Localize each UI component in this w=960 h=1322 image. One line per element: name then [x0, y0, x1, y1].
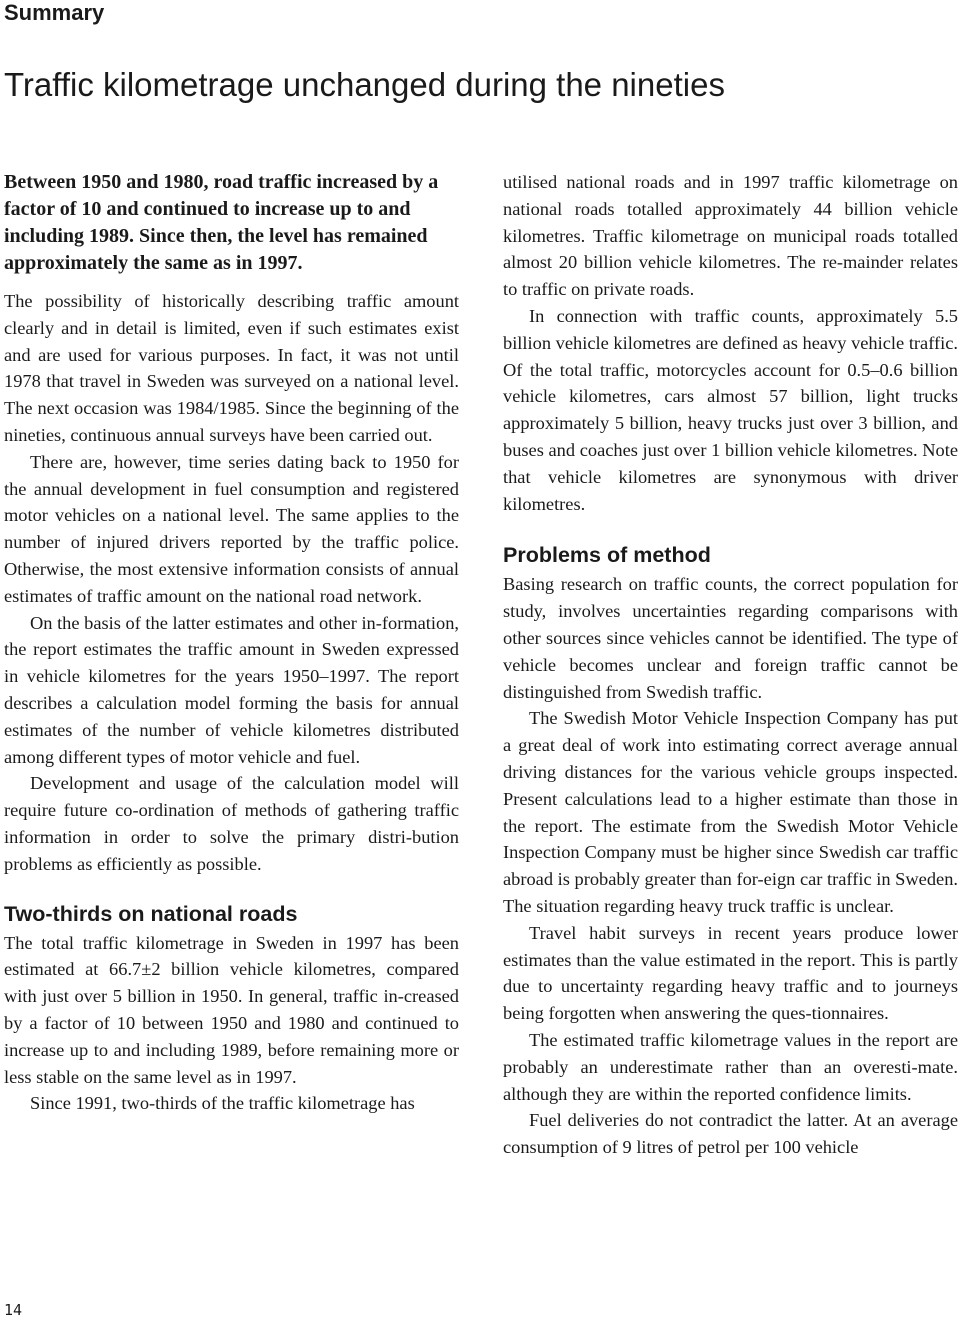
body-paragraph: The possibility of historically describing traffic amount clearly and in detail is limited, even if such estimates exist and are used for various purposes. In fact, it was not until 1978 that travel in Sweden was surveyed on a national level. The next occasion was 1984/1985. Since the beginning of the nineties, continuous annual surveys have been carried out.	[4, 291, 459, 445]
body-paragraph: In connection with traffic counts, approximately 5.5 billion vehicle kilometres are defined as heavy vehicle traffic. Of the total traffic, motorcycles account for 0.5–0.6 billion vehicle kilometres, cars almost 57 billion, light trucks approximately 5 billion, heavy trucks just over 3 billion, and buses and coaches just over 1 billion vehicle kilometres. Note that vehicle kilometres are synonymous with driver kilometres.	[503, 305, 958, 514]
body-paragraph: On the basis of the latter estimates and other in-formation, the report estimates the traffic amount in Sweden expressed in vehicle kilometres for the years 1950–1997. The report describes a calculation model forming the basis for annual estimates of the number of vehicle kilometres distributed among different types of motor vehicle and fuel.	[4, 612, 459, 767]
body-paragraph: utilised national roads and in 1997 traffic kilometrage on national roads totalled approximately 44 billion vehicle kilometres. Traffic kilometrage on municipal roads totalled almost 20 billion vehicle kilometres. The re-mainder relates to traffic on private roads.	[503, 172, 958, 300]
section-label: Summary	[4, 0, 105, 25]
body-paragraph: The estimated traffic kilometrage values in the report are probably an underestimate rather than an overesti-mate. although they are within the reported confidence limits.	[503, 1029, 958, 1104]
body-paragraph: The Swedish Motor Vehicle Inspection Company has put a great deal of work into estimating correct average annual driving distances for the various vehicle groups inspected. Present calculations lead to a higher estimate than those in the report. The estimate from the Swedish Motor Vehicle Inspection Company must be higher since Swedish car traffic abroad is probably greater than for-eign car traffic in Sweden. The situation regarding heavy truck traffic is unclear.	[503, 708, 958, 916]
body-paragraph: There are, however, time series dating back to 1950 for the annual development in fuel consumption and registered motor vehicles on a national level. The same applies to the number of injured drivers reported by the traffic police. Otherwise, the most extensive information consists of annual estimates of traffic amount on the national road network.	[4, 451, 459, 606]
body-paragraph: Travel habit surveys in recent years produce lower estimates than the value estimated in the report. This is partly due to uncertainty regarding heavy traffic and to journeys being forgotten when answering the ques-tionnaires.	[503, 922, 958, 1024]
page-number: 14	[4, 1301, 23, 1319]
section-heading-problems-of-method: Problems of method	[503, 543, 711, 568]
right-column	[503, 169, 958, 1161]
lead-paragraph: Between 1950 and 1980, road traffic increased by a factor of 10 and continued to increase up to and including 1989. Since then, the level has remained approximately the same as in 1997.	[4, 171, 439, 274]
body-paragraph: The total traffic kilometrage in Sweden in 1997 has been estimated at 66.7±2 billion vehicle kilometres, compared with just over 5 billion in 1950. In general, traffic in-creased by a factor of 10 between 1950 and 1980 and continued to increase up to and including 1989, before remaining more or less stable on the same level as in 1997.	[4, 932, 459, 1087]
page-title: Traffic kilometrage unchanged during the nineties	[4, 66, 725, 103]
left-column	[4, 169, 459, 1117]
body-paragraph: Fuel deliveries do not contradict the latter. At an average consumption of 9 litres of petrol per 100 vehicle	[503, 1110, 958, 1158]
body-paragraph: Basing research on traffic counts, the correct population for study, involves uncertainties regarding comparisons with other sources since vehicles cannot be identified. The type of vehicle becomes unclear and foreign traffic cannot be distinguished from Swedish traffic.	[503, 574, 958, 702]
body-paragraph: Development and usage of the calculation model will require future co-ordination of methods of gathering traffic information in order to solve the primary distri-bution problems as efficiently as possible.	[4, 773, 459, 874]
section-heading-national-roads: Two-thirds on national roads	[4, 901, 298, 926]
body-paragraph: Since 1991, two-thirds of the traffic kilometrage has	[30, 1093, 415, 1114]
